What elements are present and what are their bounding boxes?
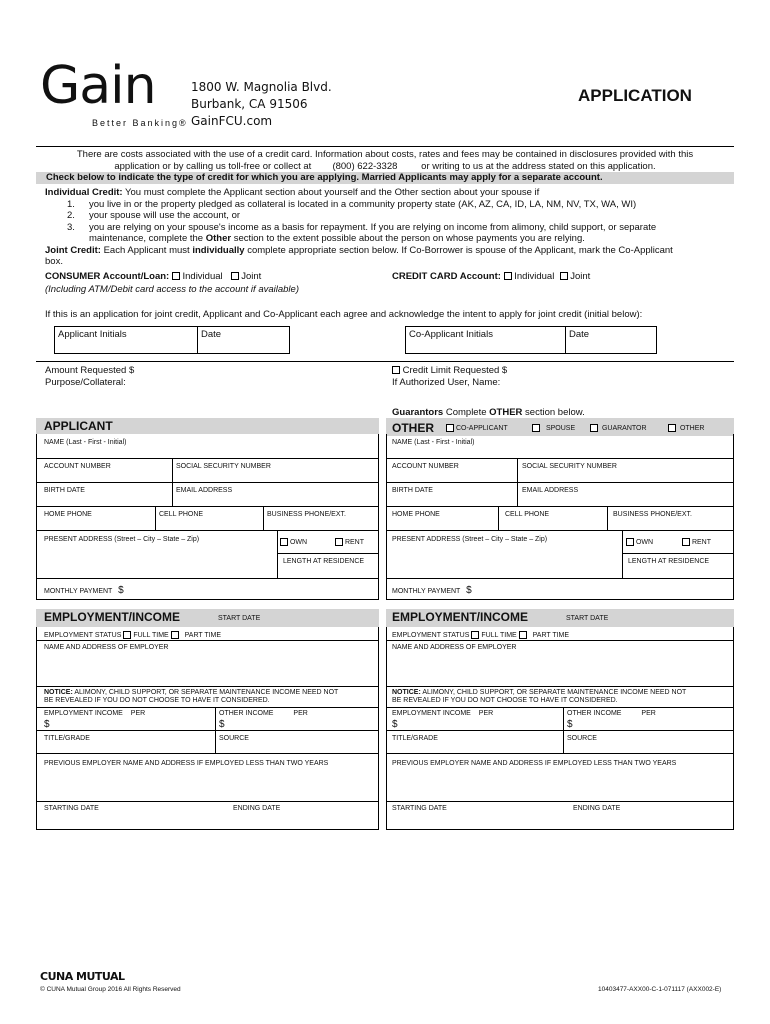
- check-banner: Check below to indicate the type of credit for which you are applying. Married Applicants may apply for a separate account.: [36, 172, 734, 184]
- consumer-joint-checkbox[interactable]: [231, 272, 239, 280]
- joint-text-c: box.: [45, 256, 63, 267]
- applicant-initials-label: Applicant Initials: [58, 329, 127, 340]
- credit-item-1-num: 1.: [67, 198, 75, 210]
- date1-label: Date: [201, 329, 222, 340]
- applicant-start-date-label: START DATE: [218, 615, 261, 622]
- coapplicant-checkbox[interactable]: [446, 424, 454, 432]
- applicant-rent-option: [335, 538, 364, 546]
- other-length-label: LENGTH AT RESIDENCE: [628, 558, 710, 565]
- applicant-notice-label: NOTICE:: [44, 689, 73, 696]
- applicant-fulltime-label: FULL TIME: [133, 631, 169, 639]
- credit-item-3-cont: [45, 233, 735, 245]
- guarantors-b: Complete: [443, 407, 490, 418]
- applicant-ssn-label: SOCIAL SECURITY NUMBER: [176, 463, 271, 470]
- item3-cont-b: section to the extent possible about the person on whose payments you are relying.: [231, 233, 585, 244]
- other-email-label: EMAIL ADDRESS: [522, 487, 579, 494]
- other-notice-text: ALIMONY, CHILD SUPPORT, OR SEPARATE MAINTENANCE INCOME NEED NOT: [420, 689, 687, 696]
- credit-item-3-num: 3.: [67, 221, 75, 233]
- copyright: © CUNA Mutual Group 2016 All Rights Reserved: [40, 986, 181, 993]
- date2-label: Date: [569, 329, 590, 340]
- individual-credit-line: [45, 187, 735, 199]
- consumer-individual-checkbox[interactable]: [172, 272, 180, 280]
- purpose-collateral: Purpose/Collateral:: [45, 377, 126, 388]
- other-title-grade-label: TITLE/GRADE: [392, 735, 438, 742]
- applicant-rent-checkbox[interactable]: [335, 538, 343, 546]
- other-rent-option: [682, 538, 711, 546]
- intro-phone: (800) 622-3328: [332, 161, 398, 172]
- page-title: APPLICATION: [578, 86, 692, 105]
- consumer-account-label: CONSUMER Account/Loan:: [45, 271, 170, 282]
- cc-individual-label: Individual: [514, 271, 555, 282]
- joint-text-individually: individually: [192, 244, 245, 256]
- intro-line1: There are costs associated with the use of a credit card. Information about costs, rates and fees may be contained in disclosures provided with this: [76, 149, 694, 160]
- applicant-title-grade-label: TITLE/GRADE: [44, 735, 90, 742]
- guarantor-option: [590, 424, 647, 432]
- other-previous-employer-label: PREVIOUS EMPLOYER NAME AND ADDRESS IF EMPLOYED LESS THAN TWO YEARS: [392, 760, 677, 767]
- applicant-emp-income-label: [44, 710, 145, 717]
- guarantors-c: OTHER: [489, 407, 523, 418]
- applicant-homephone-label: HOME PHONE: [44, 511, 92, 518]
- item3-cont-other: Other: [205, 233, 232, 244]
- joint-intent-text: If this is an application for joint credit, Applicant and Co-Applicant each agree and acknowledge the intent to apply for joint credit (initial below):: [45, 309, 643, 320]
- spouse-option: [532, 424, 575, 432]
- guarantor-checkbox[interactable]: [590, 424, 598, 432]
- other-notice-text2: BE REVEALED IF YOU DO NOT CHOOSE TO HAVE IT CONSIDERED.: [392, 697, 618, 704]
- credit-item-1: [45, 199, 735, 211]
- applicant-starting-date-label: STARTING DATE: [44, 805, 99, 812]
- applicant-emp-dollar: $: [44, 719, 50, 730]
- coapplicant-initials-label: Co-Applicant Initials: [409, 329, 493, 340]
- other-businessphone-label: BUSINESS PHONE/EXT.: [613, 511, 692, 518]
- other-employer-label: NAME AND ADDRESS OF EMPLOYER: [392, 644, 517, 651]
- applicant-monthly-text: MONTHLY PAYMENT: [44, 588, 113, 595]
- consumer-note: (Including ATM/Debit card access to the account if available): [45, 284, 299, 295]
- other-homephone-label: HOME PHONE: [392, 511, 440, 518]
- applicant-monthly-dollar: $: [118, 585, 124, 596]
- cc-joint-checkbox[interactable]: [560, 272, 568, 280]
- applicant-employment-title: EMPLOYMENT/INCOME: [44, 610, 181, 624]
- credit-item-2-text: your spouse will use the account, or: [89, 210, 241, 221]
- other-emp-income-text: EMPLOYMENT INCOME: [392, 710, 471, 717]
- other-checkbox[interactable]: [668, 424, 676, 432]
- joint-text-b: complete appropriate section below. If Co-Borrower is spouse of the Applicant, mark the Co-Applicant: [244, 244, 673, 256]
- joint-credit-line: [45, 245, 735, 257]
- applicant-previous-employer-label: PREVIOUS EMPLOYER NAME AND ADDRESS IF EMPLOYED LESS THAN TWO YEARS: [44, 760, 329, 767]
- other-notice-label: NOTICE:: [392, 689, 421, 696]
- other-birthdate-label: BIRTH DATE: [392, 487, 433, 494]
- applicant-length-label: LENGTH AT RESIDENCE: [283, 558, 365, 565]
- applicant-employer-label: NAME AND ADDRESS OF EMPLOYER: [44, 644, 169, 651]
- logo-tagline: Better Banking®: [92, 118, 188, 128]
- individual-credit-label: Individual Credit:: [45, 187, 123, 198]
- other-source-label: SOURCE: [567, 735, 597, 742]
- applicant-parttime-label: PART TIME: [184, 631, 222, 639]
- other-monthly-dollar: $: [466, 585, 472, 596]
- applicant-emp-per: PER: [130, 710, 146, 717]
- joint-text-a: Each Applicant must: [100, 244, 193, 256]
- credit-item-3-text: you are relying on your spouse's income as a basis for repayment. If you are relying on income from alimony, child support, or separate: [89, 221, 657, 233]
- credit-limit-label: Credit Limit Requested $: [402, 365, 508, 376]
- gain-logo: Gain: [40, 56, 156, 116]
- other-fulltime-label: FULL TIME: [481, 631, 517, 639]
- credit-item-2: [45, 210, 735, 222]
- intro-line2-b: or writing to us at the address stated on this application.: [421, 161, 656, 172]
- applicant-ending-date-label: ENDING DATE: [233, 805, 281, 812]
- other-title: OTHER: [392, 421, 434, 435]
- credit-limit-row: [392, 365, 507, 377]
- applicant-emp-income-text: EMPLOYMENT INCOME: [44, 710, 123, 717]
- applicant-other-dollar: $: [219, 719, 225, 730]
- other-other-dollar: $: [567, 719, 573, 730]
- other-monthly-text: MONTHLY PAYMENT: [392, 588, 461, 595]
- other-emp-per: PER: [478, 710, 494, 717]
- consumer-account-row: [45, 271, 261, 283]
- other-label: OTHER: [679, 424, 705, 432]
- applicant-email-label: EMAIL ADDRESS: [176, 487, 233, 494]
- applicant-own-checkbox[interactable]: [280, 538, 288, 546]
- other-ssn-label: SOCIAL SECURITY NUMBER: [522, 463, 617, 470]
- spouse-checkbox[interactable]: [532, 424, 540, 432]
- other-fulltime-checkbox[interactable]: [471, 631, 479, 639]
- applicant-cellphone-label: CELL PHONE: [159, 511, 204, 518]
- coapplicant-option: [446, 424, 508, 432]
- other-parttime-checkbox[interactable]: [519, 631, 527, 639]
- other-start-date-label: START DATE: [566, 615, 609, 622]
- credit-item-3: [45, 222, 735, 234]
- other-rent-label: RENT: [691, 538, 712, 546]
- credit-card-account-row: [392, 271, 590, 283]
- consumer-joint-label: Joint: [241, 271, 262, 282]
- other-account-label: ACCOUNT NUMBER: [392, 463, 459, 470]
- coapplicant-label: CO-APPLICANT: [455, 424, 508, 432]
- joint-credit-label: Joint Credit:: [45, 244, 101, 256]
- other-option: [668, 424, 704, 432]
- other-own-label: OWN: [635, 538, 654, 546]
- intro-text: [36, 146, 734, 173]
- credit-types: [45, 187, 735, 268]
- other-starting-date-label: STARTING DATE: [392, 805, 447, 812]
- applicant-notice-text2: BE REVEALED IF YOU DO NOT CHOOSE TO HAVE IT CONSIDERED.: [44, 697, 270, 704]
- credit-limit-checkbox[interactable]: [392, 366, 400, 374]
- guarantors-d: section below.: [522, 407, 585, 418]
- credit-item-1-text: you live in or the property pledged as collateral is located in a community property state (AK, AZ, CA, ID, LA, NM, NV, TX, WA, WI): [89, 198, 637, 210]
- address-line2: Burbank, CA 91506: [191, 97, 308, 111]
- other-other-income-text: OTHER INCOME: [567, 710, 622, 717]
- cc-joint-label: Joint: [570, 271, 591, 282]
- applicant-source-label: SOURCE: [219, 735, 249, 742]
- credit-item-2-num: 2.: [67, 210, 75, 221]
- other-own-checkbox[interactable]: [626, 538, 634, 546]
- applicant-name-label: NAME (Last - First - Initial): [44, 439, 127, 446]
- applicant-emp-status-label: EMPLOYMENT STATUS: [44, 631, 122, 639]
- applicant-emp-status: [44, 631, 221, 639]
- applicant-title: APPLICANT: [44, 419, 113, 433]
- intro-line2-a: application or by calling us toll-free or collect at: [114, 161, 312, 172]
- other-emp-income-label: [392, 710, 493, 717]
- applicant-parttime-checkbox[interactable]: [171, 631, 179, 639]
- cuna-logo: CUNA MUTUAL: [40, 970, 125, 983]
- applicant-fulltime-checkbox[interactable]: [123, 631, 131, 639]
- amount-requested: Amount Requested $: [45, 365, 135, 376]
- applicant-notice-text: ALIMONY, CHILD SUPPORT, OR SEPARATE MAINTENANCE INCOME NEED NOT: [72, 689, 339, 696]
- applicant-businessphone-label: BUSINESS PHONE/EXT.: [267, 511, 346, 518]
- other-other-per: PER: [641, 710, 656, 717]
- item3-cont-a: maintenance, complete the: [89, 233, 206, 244]
- credit-card-label: CREDIT CARD Account:: [392, 271, 501, 282]
- address-line1: 1800 W. Magnolia Blvd.: [191, 80, 332, 94]
- guarantors-a: Guarantors: [392, 407, 444, 418]
- website: GainFCU.com: [191, 114, 273, 128]
- applicant-other-per: PER: [293, 710, 308, 717]
- form-code: 10403477-AXX00-C-1-071117 (AXX002-E): [598, 986, 722, 993]
- applicant-own-option: [280, 538, 307, 546]
- applicant-notice: [44, 689, 338, 705]
- other-rent-checkbox[interactable]: [682, 538, 690, 546]
- other-emp-status-label: EMPLOYMENT STATUS: [392, 631, 470, 639]
- applicant-address-label: PRESENT ADDRESS (Street – City – State – Zip): [44, 536, 200, 543]
- other-other-income-label: [567, 710, 656, 717]
- individual-credit-text: You must complete the Applicant section about yourself and the Other section about your spouse if: [122, 187, 540, 198]
- applicant-other-income-label: [219, 710, 308, 717]
- other-notice: [392, 689, 686, 705]
- applicant-rent-label: RENT: [344, 538, 365, 546]
- other-monthly-label: [392, 585, 472, 596]
- other-own-option: [626, 538, 653, 546]
- other-parttime-label: PART TIME: [532, 631, 570, 639]
- spouse-label: SPOUSE: [545, 424, 576, 432]
- applicant-birthdate-label: BIRTH DATE: [44, 487, 85, 494]
- other-employment-title: EMPLOYMENT/INCOME: [392, 610, 529, 624]
- applicant-monthly-label: [44, 585, 124, 596]
- other-ending-date-label: ENDING DATE: [573, 805, 621, 812]
- applicant-account-label: ACCOUNT NUMBER: [44, 463, 111, 470]
- other-name-label: NAME (Last - First - Initial): [392, 439, 475, 446]
- other-emp-status: [392, 631, 569, 639]
- guarantor-label: GUARANTOR: [601, 424, 647, 432]
- cc-individual-checkbox[interactable]: [504, 272, 512, 280]
- guarantors-note: [392, 407, 585, 419]
- authorized-user: If Authorized User, Name:: [392, 377, 501, 388]
- other-cellphone-label: CELL PHONE: [505, 511, 550, 518]
- other-employment-grid: [386, 627, 734, 830]
- applicant-own-label: OWN: [289, 538, 308, 546]
- other-emp-dollar: $: [392, 719, 398, 730]
- applicant-employment-grid: [36, 627, 379, 830]
- other-address-label: PRESENT ADDRESS (Street – City – State – Zip): [392, 536, 548, 543]
- consumer-individual-label: Individual: [182, 271, 223, 282]
- applicant-other-income-text: OTHER INCOME: [219, 710, 274, 717]
